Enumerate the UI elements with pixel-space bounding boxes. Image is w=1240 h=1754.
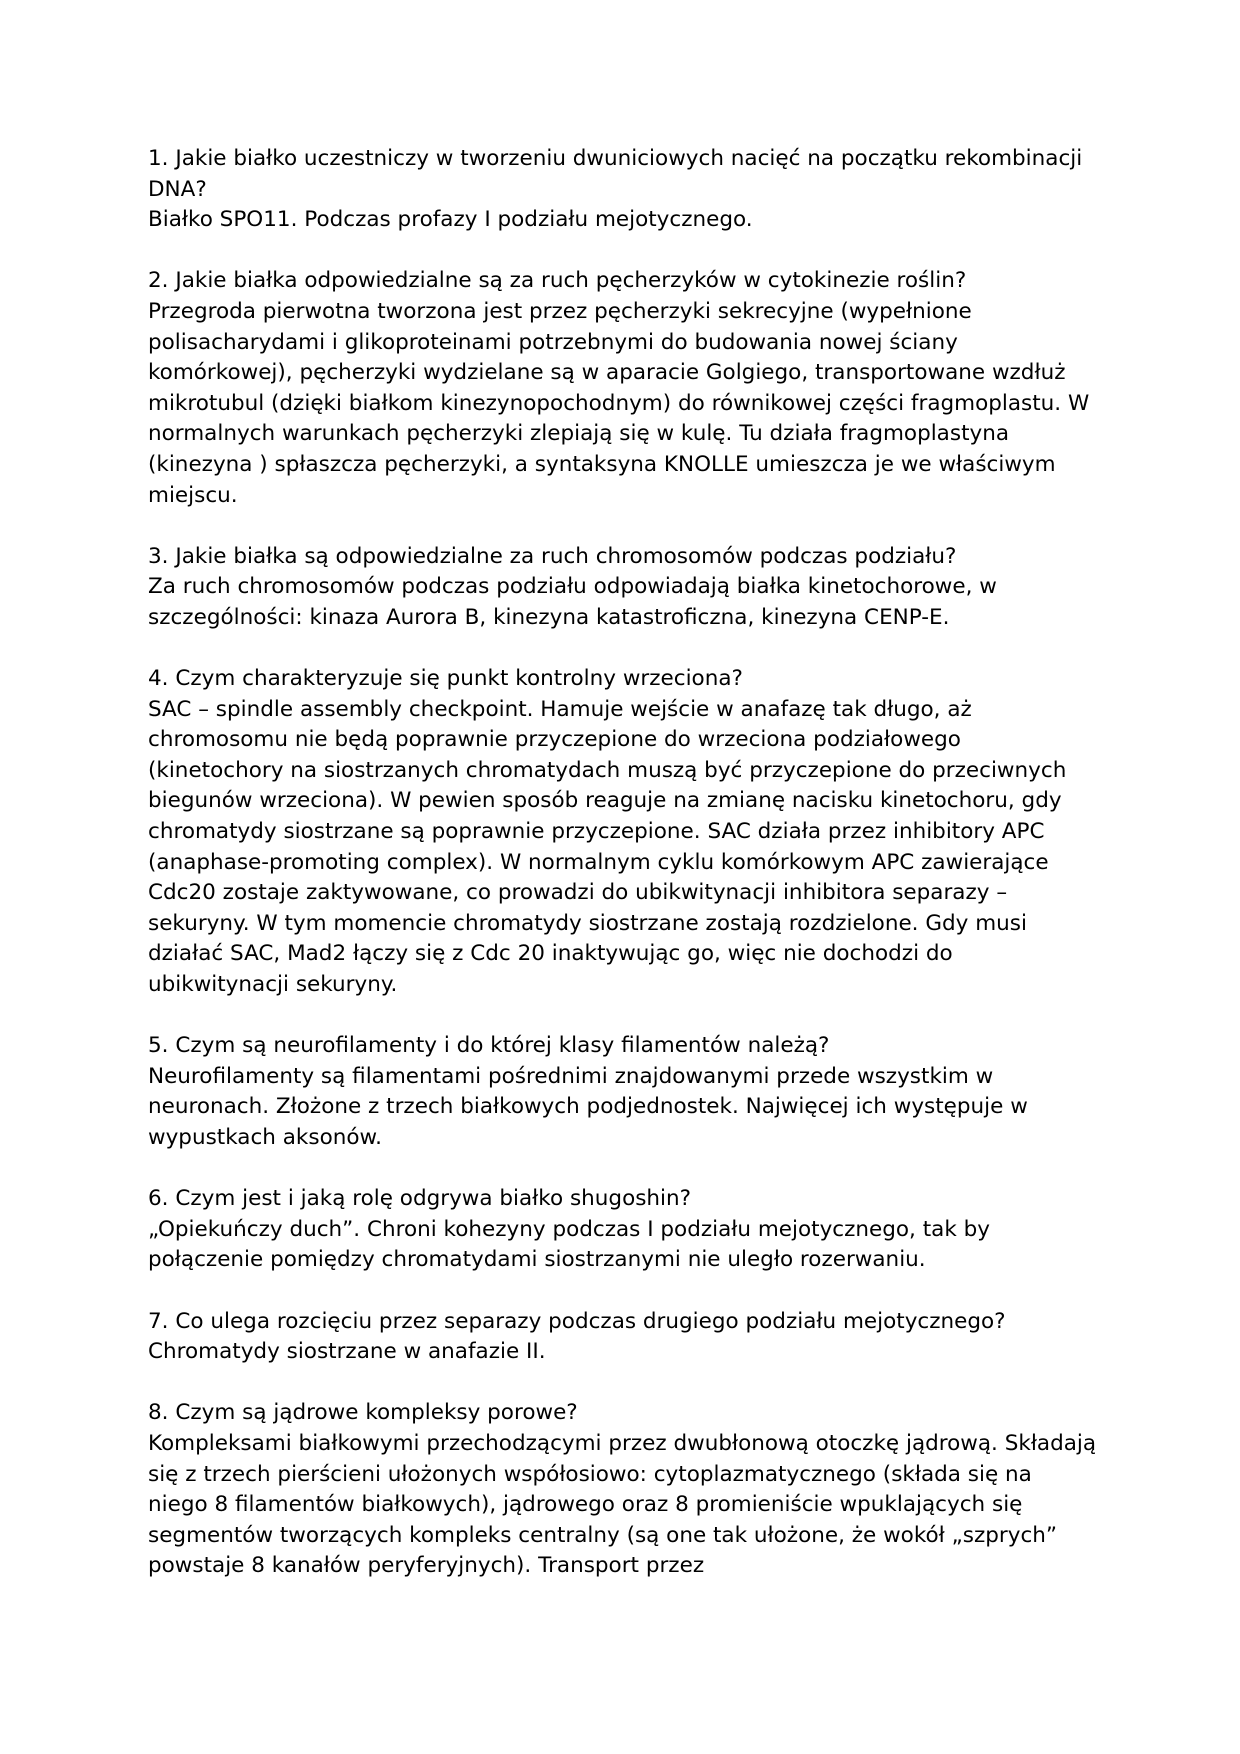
qa-item-4 (148, 664, 1098, 1001)
question-3: 3. Jakie białka są odpowiedzialne za ruch chromosomów podczas podziału? (148, 543, 957, 569)
question-7: 7. Co ulega rozcięciu przez separazy podczas drugiego podziału mejotycznego? (148, 1308, 1006, 1334)
answer-8: Kompleksami białkowymi przechodzącymi przez dwubłonową otoczkę jądrową. Składają się z trzech pierścieni ułożonych współosiowo: cytoplazmatycznego (składa się na niego 8 filamentów białkowych), jądrowego oraz 8 promieniście wpuklających się segmentów tworzących kompleks centralny (są one tak ułożone, że wokół „szprych” powstaje 8 kanałów peryferyjnych). Transport przez (148, 1430, 1097, 1579)
qa-item-3 (148, 542, 1098, 634)
answer-3: Za ruch chromosomów podczas podziału odpowiadają białka kinetochorowe, w szczególności: kinaza Aurora B, kinezyna katastroficzna, kinezyna CENP-E. (148, 574, 997, 630)
answer-7: Chromatydy siostrzane w anafazie II. (148, 1339, 546, 1365)
qa-item-7 (148, 1307, 1098, 1368)
qa-item-8 (148, 1398, 1098, 1582)
answer-4: SAC – spindle assembly checkpoint. Hamuje wejście w anafazę tak długo, aż chromosomu nie będą poprawnie przyczepione do wrzeciona podziałowego (kinetochory na siostrzanych chromatydach muszą być przyczepione do przeciwnych biegunów wrzeciona). W pewien sposób reaguje na zmianę nacisku kinetochoru, gdy chromatydy siostrzane są poprawnie przyczepione. SAC działa przez inhibitory APC (anaphase-promoting complex). W normalnym cyklu komórkowym APC zawierające Cdc20 zostaje zaktywowane, co prowadzi do ubikwitynacji inhibitora separazy – sekuryny. W tym momencie chromatydy siostrzane zostają rozdzielone. Gdy musi działać SAC, Mad2 łączy się z Cdc 20 inaktywując go, więc nie dochodzi do ubikwitynacji sekuryny. (148, 696, 1067, 998)
answer-1: Białko SPO11. Podczas profazy I podziału mejotycznego. (148, 207, 753, 233)
qa-item-1 (148, 144, 1098, 236)
answer-2: Przegroda pierwotna tworzona jest przez pęcherzyki sekrecyjne (wypełnione polisacharydami i glikoproteinami potrzebnymi do budowania nowej ściany komórkowej), pęcherzyki wydzielane są w aparacie Golgiego, transportowane wzdłuż mikrotubul (dzięki białkom kinezynopochodnym) do równikowej części fragmoplastu. W normalnych warunkach pęcherzyki zlepiają się w kulę. Tu działa fragmoplastyna (kinezyna ) spłaszcza pęcherzyki, a syntaksyna KNOLLE umieszcza je we właściwym miejscu. (148, 298, 1090, 508)
answer-5: Neurofilamenty są filamentami pośrednimi znajdowanymi przede wszystkim w neuronach. Złożone z trzech białkowych podjednostek. Najwięcej ich występuje w wypustkach aksonów. (148, 1063, 1028, 1150)
question-4: 4. Czym charakteryzuje się punkt kontrolny wrzeciona? (148, 666, 743, 692)
question-5: 5. Czym są neurofilamenty i do której klasy filamentów należą? (148, 1033, 830, 1059)
qa-item-5 (148, 1031, 1098, 1153)
qa-item-6 (148, 1184, 1098, 1276)
document-body (148, 144, 1098, 1613)
question-2: 2. Jakie białka odpowiedzialne są za ruch pęcherzyków w cytokinezie roślin? (148, 268, 967, 294)
question-6: 6. Czym jest i jaką rolę odgrywa białko shugoshin? (148, 1186, 692, 1212)
answer-6: „Opiekuńczy duch”. Chroni kohezyny podczas I podziału mejotycznego, tak by połączenie pomiędzy chromatydami siostrzanymi nie uległo rozerwaniu. (148, 1216, 990, 1273)
question-1: 1. Jakie białko uczestniczy w tworzeniu dwuniciowych nacięć na początku rekombinacji DNA? (148, 146, 1083, 202)
question-8: 8. Czym są jądrowe kompleksy porowe? (148, 1400, 578, 1426)
qa-item-2 (148, 266, 1098, 511)
